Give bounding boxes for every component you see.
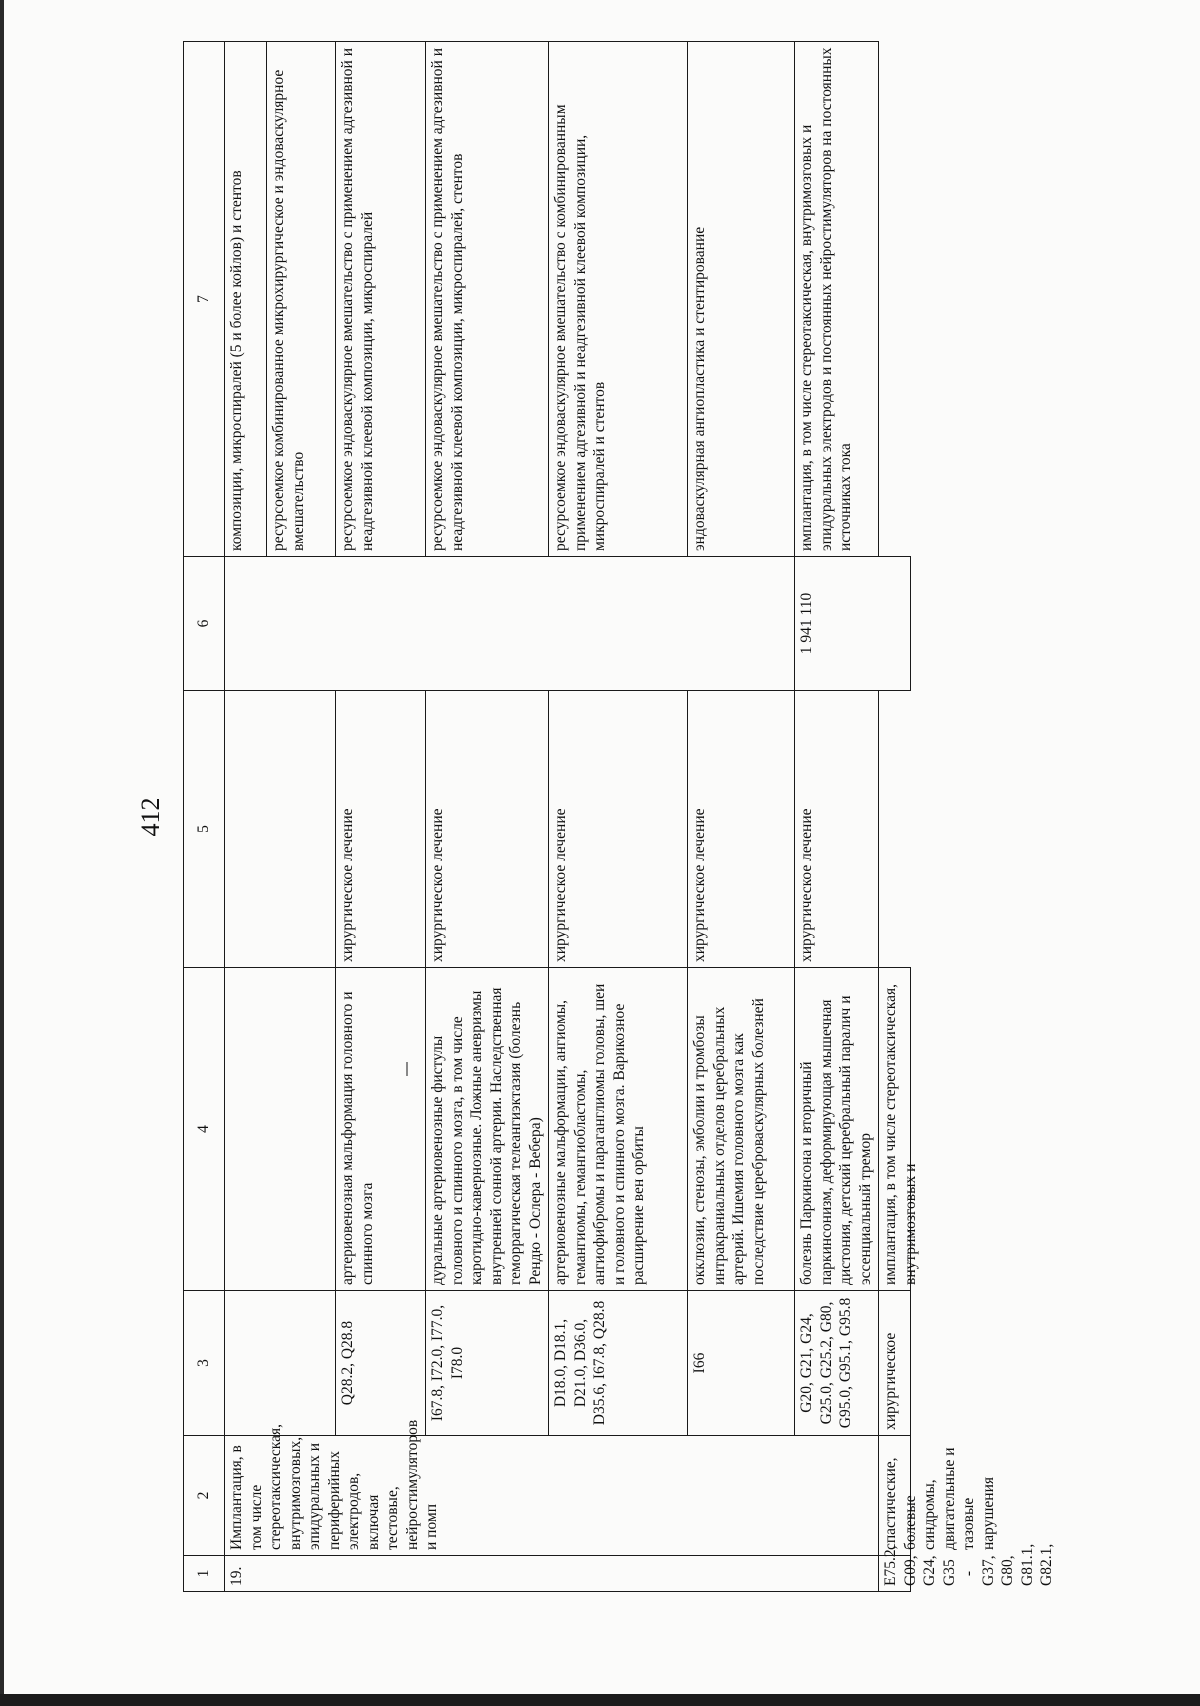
col-header-1: 1 [184, 1556, 225, 1592]
cell-diagnosis [225, 968, 336, 1291]
cell-method-text: имплантация, в том числе стереотаксическая, внутримозговых и [882, 984, 919, 1285]
cell-treatment-type: хирургическое лечение [336, 691, 426, 968]
table-row [336, 42, 426, 1592]
table-row [795, 42, 879, 1592]
cell-price: 1 941 110 [795, 557, 911, 691]
table-row [549, 42, 688, 1592]
cell-method-name: Имплантация, в том числе стереотаксическая, внутримозговых, эпидуральных и периферийных электродов, включая тестовые, нейростимуляторов и помп [225, 1436, 879, 1556]
cell-diagnosis: дуральные артериовенозные фистулы головного и спинного мозга, в том числе каротидно-кавернозные. Ложные аневризмы внутренней сонной артерии. Наследственная геморрагическая телеангиэктазия (болезнь Рендю - Ослера - Вебера) [426, 968, 549, 1291]
col-header-5: 5 [184, 691, 225, 968]
cell-icd-codes: I66 [688, 1291, 795, 1436]
cell-treatment-type: хирургическое лечение [426, 691, 549, 968]
services-table [183, 41, 1055, 1592]
cell-method: имплантация, в том числе стереотаксическая, внутримозговых и эпидуральных электродов и постоянных нейростимуляторов на постоянных источниках тока [795, 42, 879, 557]
cell-treatment-type-text: хирургическое [882, 1332, 899, 1430]
col-header-4: 4 [184, 968, 225, 1291]
col-header-7: 7 [184, 42, 225, 557]
cell-method: ресурсоемкое эндоваскулярное вмешательство с применением адгезивной и неадгезивной клеевой композиции, микроспиралей, стентов [426, 42, 549, 557]
cell-method: ресурсоемкое комбинированное микрохирургическое и эндоваскулярное вмешательство [267, 42, 336, 557]
col-header-6: 6 [184, 557, 225, 691]
rotated-page [133, 42, 1143, 1592]
cell-diagnosis [879, 1436, 997, 1556]
cell-diagnosis: артериовенозные мальформации, ангиомы, гемангиомы, гемангиобластомы, ангиофибромы и параганглиомы головы, шеи и головного и спинного мозга. Варикозное расширение вен орбиты [549, 968, 688, 1291]
cell-treatment-type: хирургическое лечение [549, 691, 688, 968]
cell-method [879, 968, 919, 1291]
header-row [184, 42, 225, 1592]
cell-method: ресурсоемкое эндоваскулярное вмешательство с комбинированным применением адгезивной и неадгезивной клеевой композиции, микроспиралей и стентов [549, 42, 688, 557]
cell-diagnosis: болезнь Паркинсона и вторичный паркинсонизм, деформирующая мышечная дистония, детский церебральный паралич и эссенциальный тремор [795, 968, 879, 1291]
cell-icd-codes-text: E75.2, G09, G24, G35 - G37, G80, G81.1, G82.1, [882, 1543, 1055, 1586]
col-header-3: 3 [184, 1291, 225, 1436]
cell-treatment-type: хирургическое лечение [688, 691, 795, 968]
table-row [879, 42, 911, 1592]
cell-treatment-type [225, 691, 336, 968]
cell-diagnosis-text: спастические, болевые синдромы, двигательные и тазовые нарушения [882, 1447, 997, 1550]
cell-diagnosis: окклюзии, стенозы, эмболии и тромбозы интракраниальных отделов церебральных артерий. Ишемия головного мозга как последствие цереброваскулярных болезней [688, 968, 795, 1291]
scan-edge-bottom [0, 1694, 1200, 1706]
cell-icd-codes: D18.0, D18.1, D21.0, D36.0, D35.6, I67.8, Q28.8 [549, 1291, 688, 1436]
table-row [426, 42, 549, 1592]
cell-icd-codes [879, 1543, 1055, 1592]
cell-number: 19. [225, 1556, 879, 1592]
cell-icd-codes: G20, G21, G24, G25.0, G25.2, G80, G95.0, G95.1, G95.8 [795, 1291, 879, 1436]
cell-method: эндоваскулярная ангиопластика и стентирование [688, 42, 795, 557]
cell-diagnosis: артериовенозная мальформация головного и спинного мозга [336, 968, 426, 1291]
col-header-2: 2 [184, 1436, 225, 1556]
cell-blank-indent [225, 557, 795, 691]
table-row [688, 42, 795, 1592]
cell-icd-codes: Q28.2, Q28.8 [336, 1291, 426, 1436]
table-row [225, 42, 267, 1592]
cell-icd-codes [225, 1291, 336, 1436]
scan-edge-left [0, 0, 4, 1706]
cell-method: композиции, микроспиралей (5 и более койлов) и стентов [225, 42, 267, 557]
page-number: 412 [136, 797, 165, 837]
cell-icd-codes: I67.8, I72.0, I77.0, I78.0 [426, 1291, 549, 1436]
cell-method: ресурсоемкое эндоваскулярное вмешательство с применением адгезивной и неадгезивной клеевой композиции, микроспиралей [336, 42, 426, 557]
cell-treatment-type: хирургическое лечение [795, 691, 879, 968]
cell-treatment-type [879, 1291, 911, 1436]
